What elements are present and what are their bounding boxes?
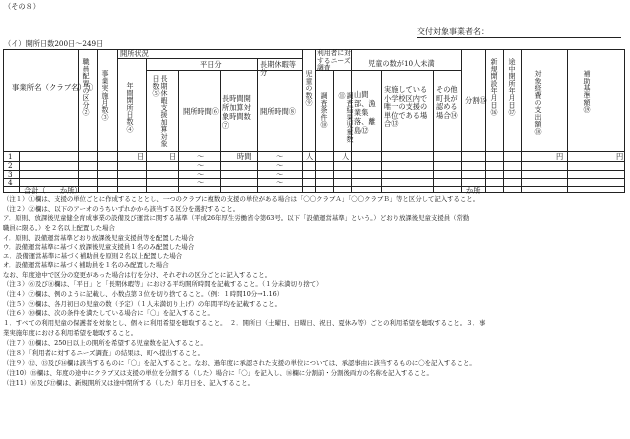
total-kasho: か所）	[60, 186, 82, 195]
vline-o	[485, 49, 486, 193]
col-mid-closure: 途中閉所年月日⑰	[508, 58, 516, 116]
row-tilde: ～	[276, 161, 284, 170]
col-long-break-add-days: 長期休暇支援加算対象日数⑤	[152, 75, 168, 147]
row-number: 4	[8, 178, 13, 187]
col-new-opening: 新規開設年月日⑯	[490, 58, 498, 116]
col-num-children: 児童の数⑨	[305, 70, 313, 106]
vline-no	[19, 151, 20, 193]
vline-d	[146, 58, 147, 193]
total-label: 合計（	[24, 186, 46, 195]
col-target-expense: 対象経費の支出額⑱	[534, 70, 542, 135]
col-annual-days: 年間開所日数④	[126, 82, 134, 133]
col-needs-survey: 利用者に対するニーズ調査	[317, 49, 351, 72]
note-2a-cont: 職員に限る。）を２名以上配置した場合	[3, 224, 115, 232]
note-6: （注６）⑩欄は、次の条件を満たしている場合に「〇」を記入すること。	[3, 309, 214, 317]
note-2-remark: なお、年度途中で区分の変更があった場合は行を分け、それぞれの区分ごとに記入すること。	[3, 271, 272, 279]
note-2b: イ．原則、設備運営基準どおり放課後児童支援員等を配置した場合	[3, 234, 195, 242]
note-2d: エ．設備運営基準に基づく補助員を原則２名以上配置した場合	[3, 252, 183, 260]
row-tilde: ～	[276, 178, 284, 187]
vline-e	[178, 70, 179, 193]
col-impl-month: 事業実施月数③	[101, 70, 109, 121]
note-3: （注３）⑥及び⑧欄は、「平日」と「長期休暇等」における平均開所時間を記載すること。（１分未満切り捨て）	[3, 280, 323, 288]
section-title: （イ）開所日数200日～249日	[4, 39, 104, 48]
col-subsidy-base: 補助基準額⑲	[583, 70, 591, 114]
row-tilde: ～	[197, 170, 205, 179]
row-number: 2	[8, 161, 13, 170]
ten-children-line	[351, 70, 461, 71]
vline-j	[333, 70, 334, 193]
row-days-unit-2: 日	[169, 152, 177, 161]
total-kasho-2: か所	[466, 186, 481, 195]
vline-m	[433, 70, 434, 193]
row-people-unit: 人	[306, 152, 314, 161]
note-2c: ウ．設備運営基準に基づく放課後児童支援員１名のみ配置した場合	[3, 243, 195, 251]
col-open-time-2: 開所時間⑧	[260, 107, 296, 116]
note-6-conditions: １．すべての利用児童の保護者を対象とし、個々に利用希望を聴取すること。 ２．開所日（土曜日、日曜日、祝日、夏休み等）ごとの利用希望を聴取すること。３．事	[3, 319, 486, 327]
row-tilde: ～	[276, 152, 284, 161]
note-7: （注７）⑪欄は、250日以上の開所を希望する児童数を記入すること。	[3, 339, 207, 347]
col-other-mayor: その他町長が認める場合⑭	[436, 85, 458, 120]
vline-i	[315, 49, 316, 193]
note-9: （注９）⑫、⑬及び⑭欄は該当するものに「〇」を記入すること。なお、過年度に承認された支援の単位については、承認事由に該当するものに〇を記入すること。	[3, 359, 476, 367]
vline-f	[220, 70, 221, 193]
row-days-unit: 日	[137, 152, 145, 161]
col-staff-category: 職員配置の区分②	[82, 58, 90, 116]
col-long-break: 長期休暇等分	[260, 60, 296, 77]
note-10: （注10）⑮欄は、年度の途中にクラブ又は支援の単位を分割する（した）場合に「〇」を記入し、⑯欄に分割前・分割後両方の名称を記入すること。	[3, 369, 433, 377]
vline-l	[381, 70, 382, 193]
grantee-label: 交付対象事業者名：	[417, 27, 489, 36]
col-long-time-days: 長時間開所加算対象時間数⑦	[222, 94, 251, 130]
row-people-unit-2: 人	[342, 152, 350, 161]
vline-g	[257, 58, 258, 193]
vline-a	[78, 49, 79, 193]
row-yen-unit: 円	[556, 152, 564, 161]
vline-n	[461, 49, 462, 193]
col-survey-conditions: 調査条件⑩	[320, 92, 328, 128]
note-6-conditions-cont: 業実施年度における利用希望を聴取すること。	[3, 329, 138, 337]
col-split: 分割⑮	[465, 96, 487, 105]
opening-status-line	[117, 58, 302, 59]
row-yen-unit-2: 円	[616, 152, 624, 161]
vline-r	[567, 49, 568, 193]
row-number: 1	[8, 152, 13, 161]
col-office-name: 事業所名（クラブ名）①	[12, 83, 94, 92]
note-1: （注１）①欄は、支援の単位ごとに作成することとし、一つのクラブに複数の支援の単位がある場合は「〇〇クラブＡ」「〇〇クラブＢ」等と区分して記入すること。	[3, 195, 480, 203]
col-weekday: 平日分	[200, 60, 222, 69]
note-2a: ア．原則、放課後児童健全育成事業の設備及び運営に関する基準（平成26年厚生労働省令第63号。以下「設備運営基準」という。）どおり放課後児童支援員（常勤	[3, 214, 470, 222]
col-open-time: 開所時間⑥	[183, 107, 219, 116]
note-5: （注５）⑨欄は、各月初日の児童の数（予定）（１人未満切り上げ）の年間平均を記載すること。	[3, 300, 281, 308]
row-tilde: ～	[197, 161, 205, 170]
row-tilde: ～	[197, 152, 205, 161]
row-hours-unit: 時間	[237, 152, 252, 161]
row-tilde: ～	[197, 178, 205, 187]
grantee-underline	[417, 37, 621, 38]
page-label: （その８）	[4, 2, 40, 11]
col-opening-status: 開所状況	[120, 49, 149, 58]
vline-p	[503, 49, 504, 193]
col-ten-children: 児童の数が10人未満	[368, 59, 435, 68]
vline-q	[521, 49, 522, 193]
col-survey-results: 調査結果児童数⑪	[338, 92, 354, 143]
vline-h	[302, 49, 303, 193]
col-remote-area: 山間部、漁業集落、離島⑫	[354, 90, 376, 135]
note-2: （注２）②欄は、以下のアーオのうちいずれかから該当する区分を選択すること。	[3, 205, 240, 213]
note-2e: オ．設備運営基準に基づく補助員を１名のみ配置した場合	[3, 261, 169, 269]
note-8: （注８）「利用者に対するニーズ調査」の結果は、町へ提出すること。	[3, 349, 204, 357]
vline-b	[97, 49, 98, 193]
col-small-school: 実施している小学校区内で唯一の支援の単位である場合⑬	[384, 85, 428, 128]
note-11: （注11）⑯及び⑰欄は、新規開所又は途中閉所する（した）年月日を、記入すること。	[3, 379, 254, 387]
note-4: （注４）⑦欄は、例のように記載し、小数点第３位を切り捨てること。（例：１時間10分→1.16）	[3, 290, 284, 298]
row-number: 3	[8, 170, 13, 179]
vline-c	[117, 49, 118, 193]
row-tilde: ～	[276, 170, 284, 179]
